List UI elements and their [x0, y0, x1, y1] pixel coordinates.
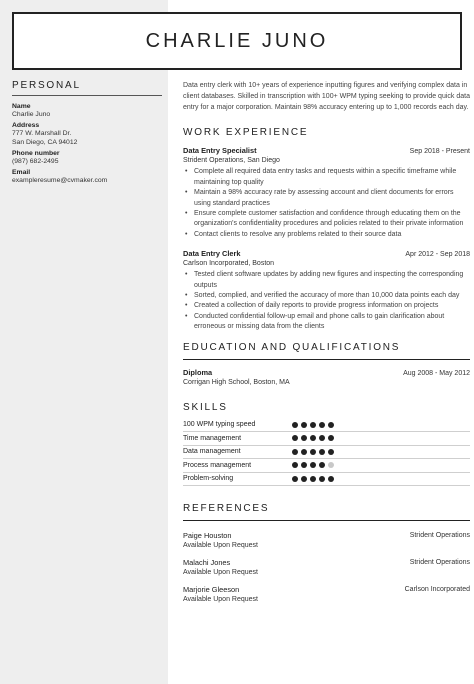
job-bullet — [183, 209, 470, 230]
rating-dot-filled — [301, 462, 307, 468]
personal-sidebar — [12, 80, 162, 185]
personal-heading: PERSONAL — [12, 80, 162, 96]
bullet-icon: • — [185, 302, 188, 310]
job-list — [183, 146, 470, 332]
rating-dot-filled — [319, 462, 325, 468]
rating-dot-filled — [301, 449, 307, 455]
skill-name: 100 WPM typing speed — [183, 421, 256, 429]
bullet-text: Complete all required data entry tasks and requests within a specific timeframe while maintaining top quality — [194, 168, 457, 186]
email-label: Email — [12, 169, 31, 176]
rating-dot-filled — [310, 449, 316, 455]
job-bullet — [183, 291, 470, 301]
phone-value: (987) 682-2495 — [12, 158, 59, 165]
job-header — [183, 146, 470, 155]
rating-dot-filled — [328, 422, 334, 428]
skill-row — [183, 473, 470, 487]
skill-name: Problem-solving — [183, 475, 234, 483]
bullet-text: Sorted, complied, and verified the accuracy of more than 10,000 data points each day — [194, 292, 460, 300]
profile-summary: Data entry clerk with 10+ years of experience inputting figures and verifying complex data in client databases. Skilled in transcription with 100+ WPM typing seeking to provide quick data entry for a major corporation. Maintain 98% accuracy entering up to 1,000 records each day. — [183, 82, 470, 111]
phone-label: Phone number — [12, 150, 60, 157]
skill-name: Data management — [183, 448, 241, 456]
job-bullets — [183, 167, 470, 240]
reference-availability: Available Upon Request — [183, 542, 258, 550]
degree: Diploma — [183, 367, 213, 377]
rating-dot-filled — [292, 449, 298, 455]
bullet-icon: • — [185, 292, 188, 300]
bullet-icon: • — [185, 230, 188, 238]
reference-entry — [183, 585, 470, 603]
skill-rating — [292, 435, 334, 441]
skill-rating — [292, 476, 334, 482]
address-label: Address — [12, 122, 40, 129]
name-header — [12, 12, 462, 70]
reference-company: Strident Operations — [409, 559, 470, 567]
email-value: exampleresume@cvmaker.com — [12, 177, 108, 184]
bullet-icon: • — [185, 271, 188, 279]
bullet-text: Conducted confidential follow-up email and phone calls to gain clarification about erroneous or missing data from the clients — [194, 312, 445, 331]
skill-list — [183, 419, 470, 487]
job-bullet — [183, 301, 470, 311]
rating-dot-filled — [301, 422, 307, 428]
reference-person — [183, 585, 258, 603]
job-bullet — [183, 188, 470, 209]
job-company: Carlson Incorporated, Boston — [183, 260, 275, 268]
reference-name: Paige Houston — [183, 531, 232, 541]
rating-dot-filled — [319, 422, 325, 428]
reference-company: Carlson Incorporated — [404, 586, 470, 594]
rating-dot-filled — [292, 462, 298, 468]
skill-name: Process management — [183, 461, 252, 469]
education-date: Aug 2008 - May 2012 — [403, 369, 470, 377]
skill-row — [183, 446, 470, 460]
bullet-text: Maintain a 98% accuracy rate by assessing account and client documents for errors using standard practices — [194, 189, 454, 207]
references-heading: REFERENCES — [183, 503, 470, 521]
rating-dot-filled — [319, 435, 325, 441]
bullet-text: Contact clients to resolve any problems related to their source data — [194, 230, 402, 238]
reference-person — [183, 531, 258, 549]
bullet-icon: • — [185, 210, 188, 218]
reference-company: Strident Operations — [409, 532, 470, 540]
experience-section — [183, 127, 470, 332]
skill-row — [183, 432, 470, 446]
bullet-text: Ensure complete customer satisfaction and confidence through educating them on the organization's confidentiality procedures and policies related to their private information — [194, 210, 464, 228]
skill-rating — [292, 449, 334, 455]
address-line-2: San Diego, CA 94012 — [12, 139, 78, 146]
school: Corrigan High School, Boston, MA — [183, 378, 290, 386]
rating-dot-filled — [310, 422, 316, 428]
rating-dot-filled — [319, 476, 325, 482]
job-title: Data Entry Specialist — [183, 146, 257, 156]
skill-row — [183, 419, 470, 433]
rating-dot-filled — [292, 435, 298, 441]
job-bullet — [183, 312, 470, 333]
rating-dot-filled — [319, 449, 325, 455]
job-entry — [183, 249, 470, 332]
skills-section — [183, 402, 470, 487]
bullet-icon: • — [185, 312, 188, 320]
rating-dot-filled — [328, 476, 334, 482]
job-header — [183, 249, 470, 258]
job-title: Data Entry Clerk — [183, 249, 241, 259]
bullet-icon: • — [185, 189, 188, 197]
rating-dot-empty — [328, 462, 334, 468]
skill-row — [183, 459, 470, 473]
name-label: Name — [12, 103, 31, 110]
reference-person — [183, 558, 258, 576]
reference-name: Marjorie Gleeson — [183, 585, 240, 595]
rating-dot-filled — [328, 435, 334, 441]
job-date: Sep 2018 - Present — [409, 148, 470, 156]
reference-availability: Available Upon Request — [183, 596, 258, 604]
job-bullet — [183, 167, 470, 188]
skill-rating — [292, 422, 334, 428]
experience-heading: WORK EXPERIENCE — [183, 127, 309, 139]
reference-entry — [183, 531, 470, 549]
candidate-name: CHARLIE JUNO — [145, 29, 329, 52]
job-bullet — [183, 230, 470, 240]
job-bullets — [183, 270, 470, 332]
rating-dot-filled — [310, 462, 316, 468]
rating-dot-filled — [301, 476, 307, 482]
reference-availability: Available Upon Request — [183, 569, 258, 577]
skills-heading: SKILLS — [183, 401, 228, 413]
rating-dot-filled — [301, 435, 307, 441]
reference-name: Malachi Jones — [183, 558, 231, 568]
rating-dot-filled — [328, 449, 334, 455]
rating-dot-filled — [292, 422, 298, 428]
bullet-text: Tested client software updates by adding new figures and inspecting the corresponding outputs — [194, 271, 464, 289]
address-line-1: 777 W. Marshall Dr. — [12, 130, 72, 137]
skill-rating — [292, 462, 334, 468]
rating-dot-filled — [310, 476, 316, 482]
bullet-icon: • — [185, 168, 188, 176]
references-section — [183, 503, 470, 603]
education-section — [183, 342, 470, 386]
skill-name: Time management — [183, 434, 242, 442]
job-bullet — [183, 270, 470, 291]
bullet-text: Created a collection of daily reports to provide progress information on projects — [194, 302, 439, 310]
job-entry — [183, 146, 470, 240]
job-company: Strident Operations, San Diego — [183, 157, 280, 165]
job-date: Apr 2012 - Sep 2018 — [405, 251, 470, 259]
rating-dot-filled — [292, 476, 298, 482]
main-content — [183, 81, 470, 612]
education-heading: EDUCATION AND QUALIFICATIONS — [183, 342, 470, 360]
rating-dot-filled — [310, 435, 316, 441]
reference-list — [183, 531, 470, 603]
reference-entry — [183, 558, 470, 576]
name-value: Charlie Juno — [12, 111, 51, 118]
